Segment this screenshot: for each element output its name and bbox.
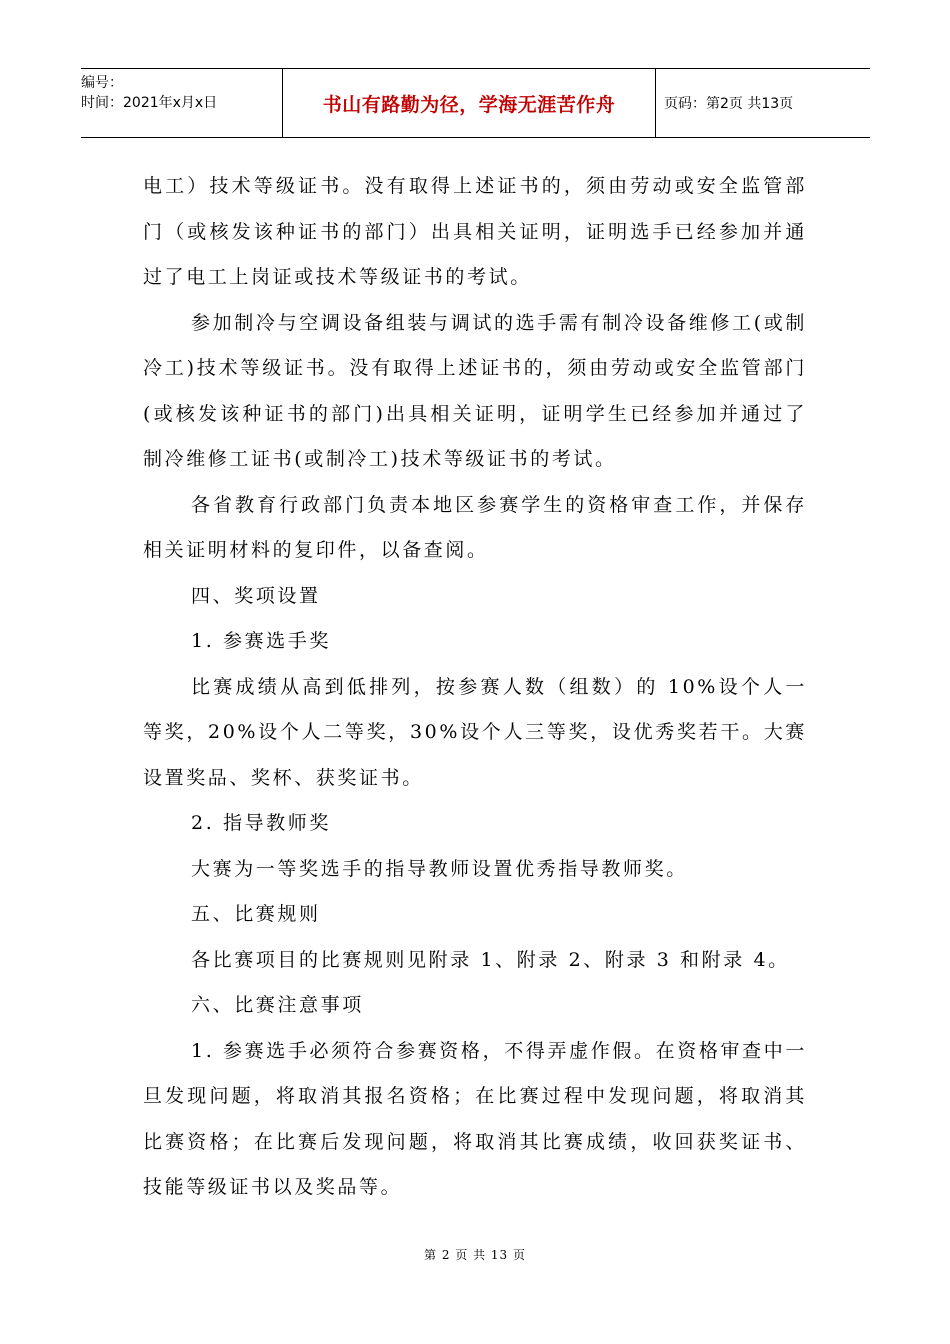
header-page-info: 页码：第2页 共13页 [664,96,794,112]
body-paragraph: 大赛为一等奖选手的指导教师设置优秀指导教师奖。 [191,857,688,880]
document-number-label: 编号： [81,75,123,91]
header-motto: 书山有路勤为径，学海无涯苦作舟 [283,69,656,137]
document-body [143,164,807,1211]
subsection-heading: 2. 指导教师奖 [191,812,331,834]
body-paragraph: 各省教育行政部门负责本地区参赛学生的资格审查工作，并保存相关证明材料的复印件，以备查阅。 [143,493,807,561]
body-paragraph: 参加制冷与空调设备组装与调试的选手需有制冷设备维修工(或制冷工)技术等级证书。没有取得上述证书的，须由劳动或安全监管部门(或核发该种证书的部门)出具相关证明，证明学生已经参加并通过了制冷维修工证书(或制冷工)技术等级证书的考试。 [143,311,807,470]
body-paragraph: 1. 参赛选手必须符合参赛资格，不得弄虚作假。在资格审查中一旦发现问题，将取消其报名资格；在比赛过程中发现问题，将取消其比赛资格；在比赛后发现问题，将取消其比赛成绩，收回获奖证书、技能等级证书以及奖品等。 [143,1039,807,1198]
section-heading: 六、比赛注意事项 [191,994,364,1016]
body-paragraph: 各比赛项目的比赛规则见附录 1、附录 2、附录 3 和附录 4。 [191,948,790,971]
section-heading: 五、比赛规则 [191,903,321,925]
subsection-heading: 1. 参赛选手奖 [191,630,331,652]
document-date-label: 时间：2021年x月x日 [81,95,218,111]
header-meta [81,69,283,137]
body-paragraph: 比赛成绩从高到低排列，按参赛人数（组数）的 10%设个人一等奖，20%设个人二等奖，30%设个人三等奖，设优秀奖若干。大赛设置奖品、奖杯、获奖证书。 [143,675,807,789]
page-header [81,68,870,138]
section-heading: 四、奖项设置 [191,584,321,607]
body-paragraph: 电工）技术等级证书。没有取得上述证书的，须由劳动或安全监管部门（或核发该种证书的部门）出具相关证明，证明选手已经参加并通过了电工上岗证或技术等级证书的考试。 [143,175,807,288]
page-footer: 第 2 页 共 13 页 [424,1248,526,1262]
